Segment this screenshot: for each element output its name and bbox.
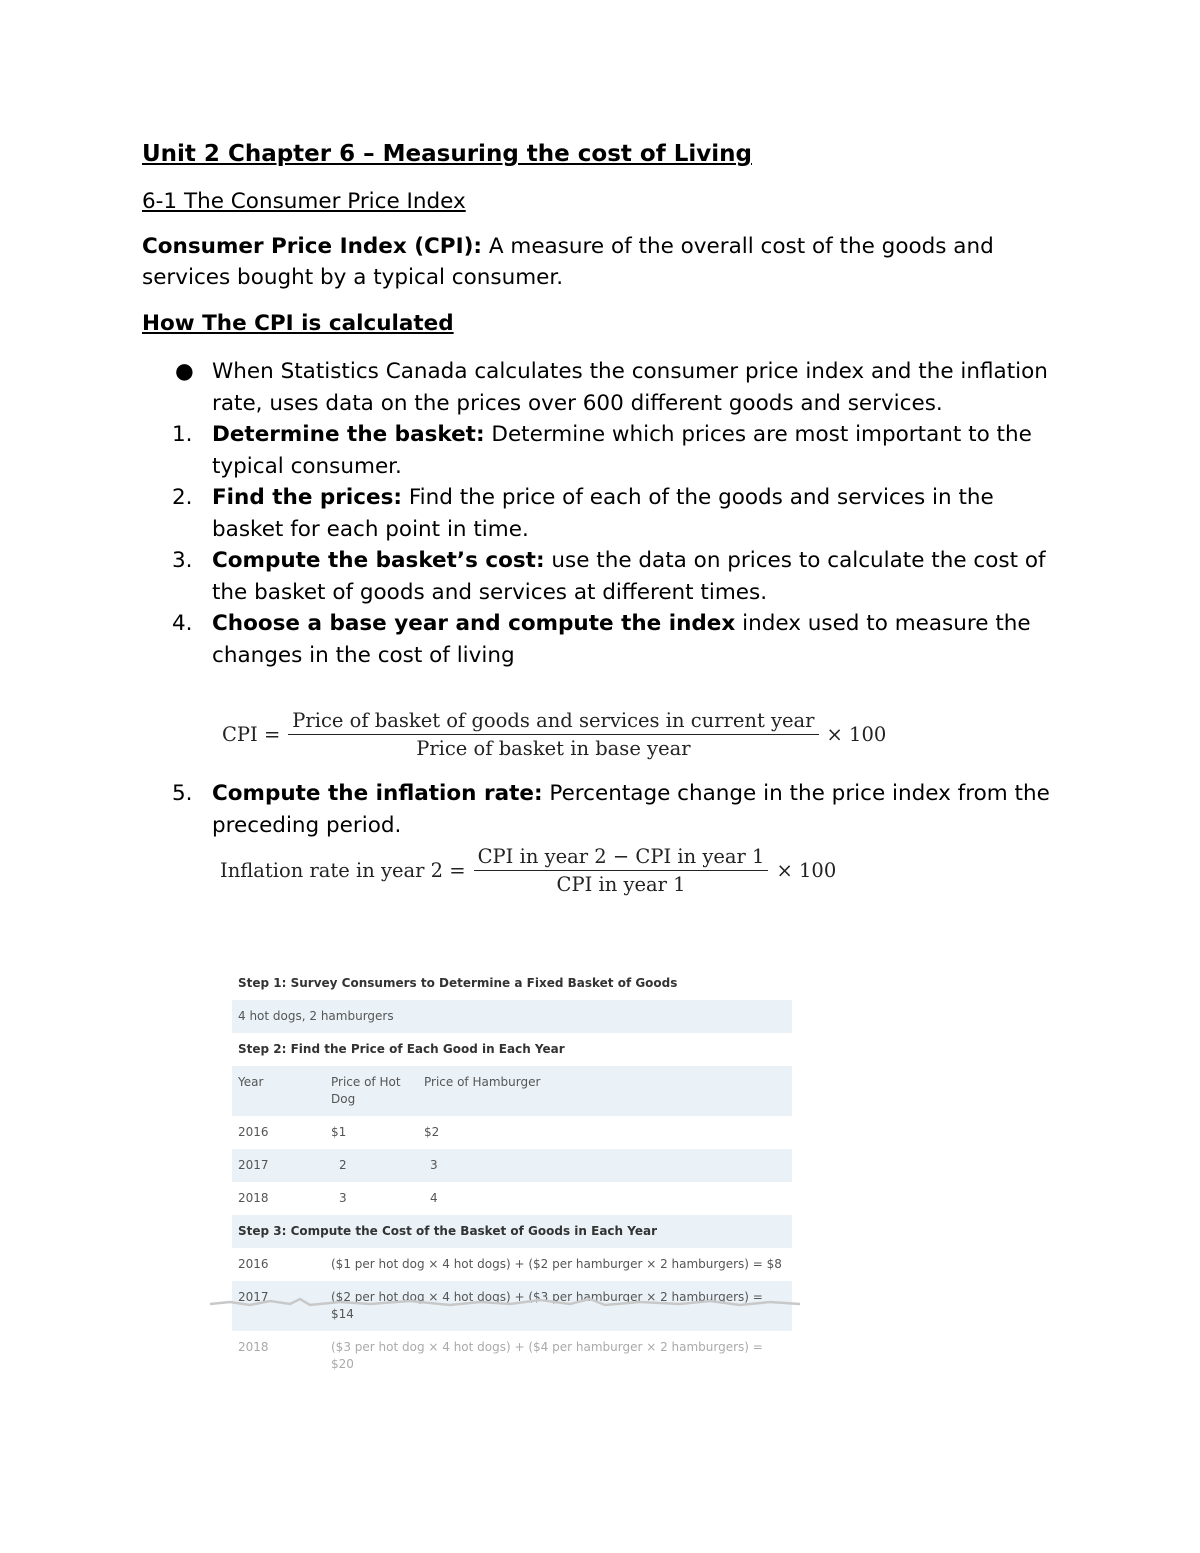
step-term: Determine the basket: xyxy=(212,422,485,447)
cell-hotdog: 2 xyxy=(339,1158,347,1172)
step-text: use the data on prices to calculate the cost of the basket of goods and services at different times. xyxy=(212,548,1046,605)
formula-fraction xyxy=(474,845,769,896)
steps-list xyxy=(142,356,1052,671)
cpi-formula xyxy=(222,709,1052,760)
cell-hamburger: 4 xyxy=(430,1191,438,1205)
formula-denominator: Price of basket in base year xyxy=(416,737,691,760)
list-item xyxy=(142,545,1052,608)
cell-year: 2017 xyxy=(238,1290,269,1304)
cell-year: 2018 xyxy=(238,1340,269,1354)
step-term: Compute the basket’s cost: xyxy=(212,548,545,573)
step-marker: 3. xyxy=(172,548,193,573)
cpi-definition xyxy=(142,231,1052,293)
formula-rhs: × 100 xyxy=(776,859,837,882)
col-hamburger: Price of Hamburger xyxy=(424,1075,541,1089)
table-row xyxy=(232,1331,792,1381)
inflation-formula xyxy=(220,845,1052,896)
table-row xyxy=(232,1248,792,1281)
formula-fraction xyxy=(288,709,818,760)
table-header-row xyxy=(232,1066,792,1116)
cpi-example-table xyxy=(232,967,792,1381)
cell-hotdog: 3 xyxy=(339,1191,347,1205)
formula-rhs: × 100 xyxy=(826,723,887,746)
cell-year: 2018 xyxy=(238,1191,269,1205)
cell-calc: ($3 per hot dog × 4 hot dogs) + ($4 per hamburger × 2 hamburgers) = $20 xyxy=(331,1340,763,1371)
step-term: Find the prices: xyxy=(212,485,402,510)
step-marker: 2. xyxy=(172,485,193,510)
step-marker: 5. xyxy=(172,781,193,806)
step-text: index used to measure the changes in the cost of living xyxy=(212,611,1031,668)
table-row xyxy=(232,1116,792,1149)
list-item xyxy=(142,482,1052,545)
list-item xyxy=(142,608,1052,671)
table-step2-header: Step 2: Find the Price of Each Good in Each Year xyxy=(238,1042,565,1056)
page-title: Unit 2 Chapter 6 – Measuring the cost of Living xyxy=(142,141,752,167)
table-step1-value: 4 hot dogs, 2 hamburgers xyxy=(232,1000,792,1033)
formula-lhs: Inflation rate in year 2 = xyxy=(220,859,466,882)
table-row xyxy=(232,1182,792,1215)
bullet-icon: ● xyxy=(175,359,194,384)
cell-hamburger: 3 xyxy=(430,1158,438,1172)
cell-year: 2017 xyxy=(238,1158,269,1172)
col-hotdog: Price of Hot Dog xyxy=(331,1075,401,1106)
steps-list-continued xyxy=(142,778,1052,841)
cell-year: 2016 xyxy=(238,1125,269,1139)
step-marker: 1. xyxy=(172,422,193,447)
step-text: Percentage change in the price index from the preceding period. xyxy=(212,781,1050,838)
table-step1-header: Step 1: Survey Consumers to Determine a Fixed Basket of Goods xyxy=(238,976,678,990)
step-marker: 4. xyxy=(172,611,193,636)
step-text: Determine which prices are most important to the typical consumer. xyxy=(212,422,1032,479)
table-step3-header: Step 3: Compute the Cost of the Basket of Goods in Each Year xyxy=(232,1215,792,1248)
definition-text: A measure of the overall cost of the goods and services bought by a typical consumer. xyxy=(142,234,994,290)
list-item xyxy=(142,356,1052,419)
formula-lhs: CPI = xyxy=(222,723,281,746)
definition-term: Consumer Price Index (CPI): xyxy=(142,234,482,259)
bullet-text: When Statistics Canada calculates the consumer price index and the inflation rate, uses data on the prices over 600 different goods and services. xyxy=(212,359,1048,416)
section-subtitle: 6-1 The Consumer Price Index xyxy=(142,189,466,214)
formula-denominator: CPI in year 1 xyxy=(556,873,686,896)
list-item xyxy=(142,778,1052,841)
table-row xyxy=(232,1149,792,1182)
torn-edge xyxy=(210,1296,800,1312)
step-term: Compute the inflation rate: xyxy=(212,781,543,806)
step-text: Find the price of each of the goods and services in the basket for each point in time. xyxy=(212,485,994,542)
document-body xyxy=(142,138,1052,896)
cell-calc: ($1 per hot dog × 4 hot dogs) + ($2 per hamburger × 2 hamburgers) = $8 xyxy=(331,1257,782,1271)
step-term: Choose a base year and compute the index xyxy=(212,611,736,636)
section-heading: How The CPI is calculated xyxy=(142,311,454,336)
cell-calc: ($2 per hot dog × 4 hot dogs) + ($3 per hamburger × 2 hamburgers) = $14 xyxy=(331,1290,763,1321)
col-year: Year xyxy=(238,1075,264,1089)
cell-hotdog: $1 xyxy=(331,1125,347,1139)
list-item xyxy=(142,419,1052,482)
cell-year: 2016 xyxy=(238,1257,269,1271)
cell-hamburger: $2 xyxy=(424,1125,440,1139)
formula-numerator: Price of basket of goods and services in current year xyxy=(288,709,818,735)
formula-numerator: CPI in year 2 − CPI in year 1 xyxy=(474,845,769,871)
